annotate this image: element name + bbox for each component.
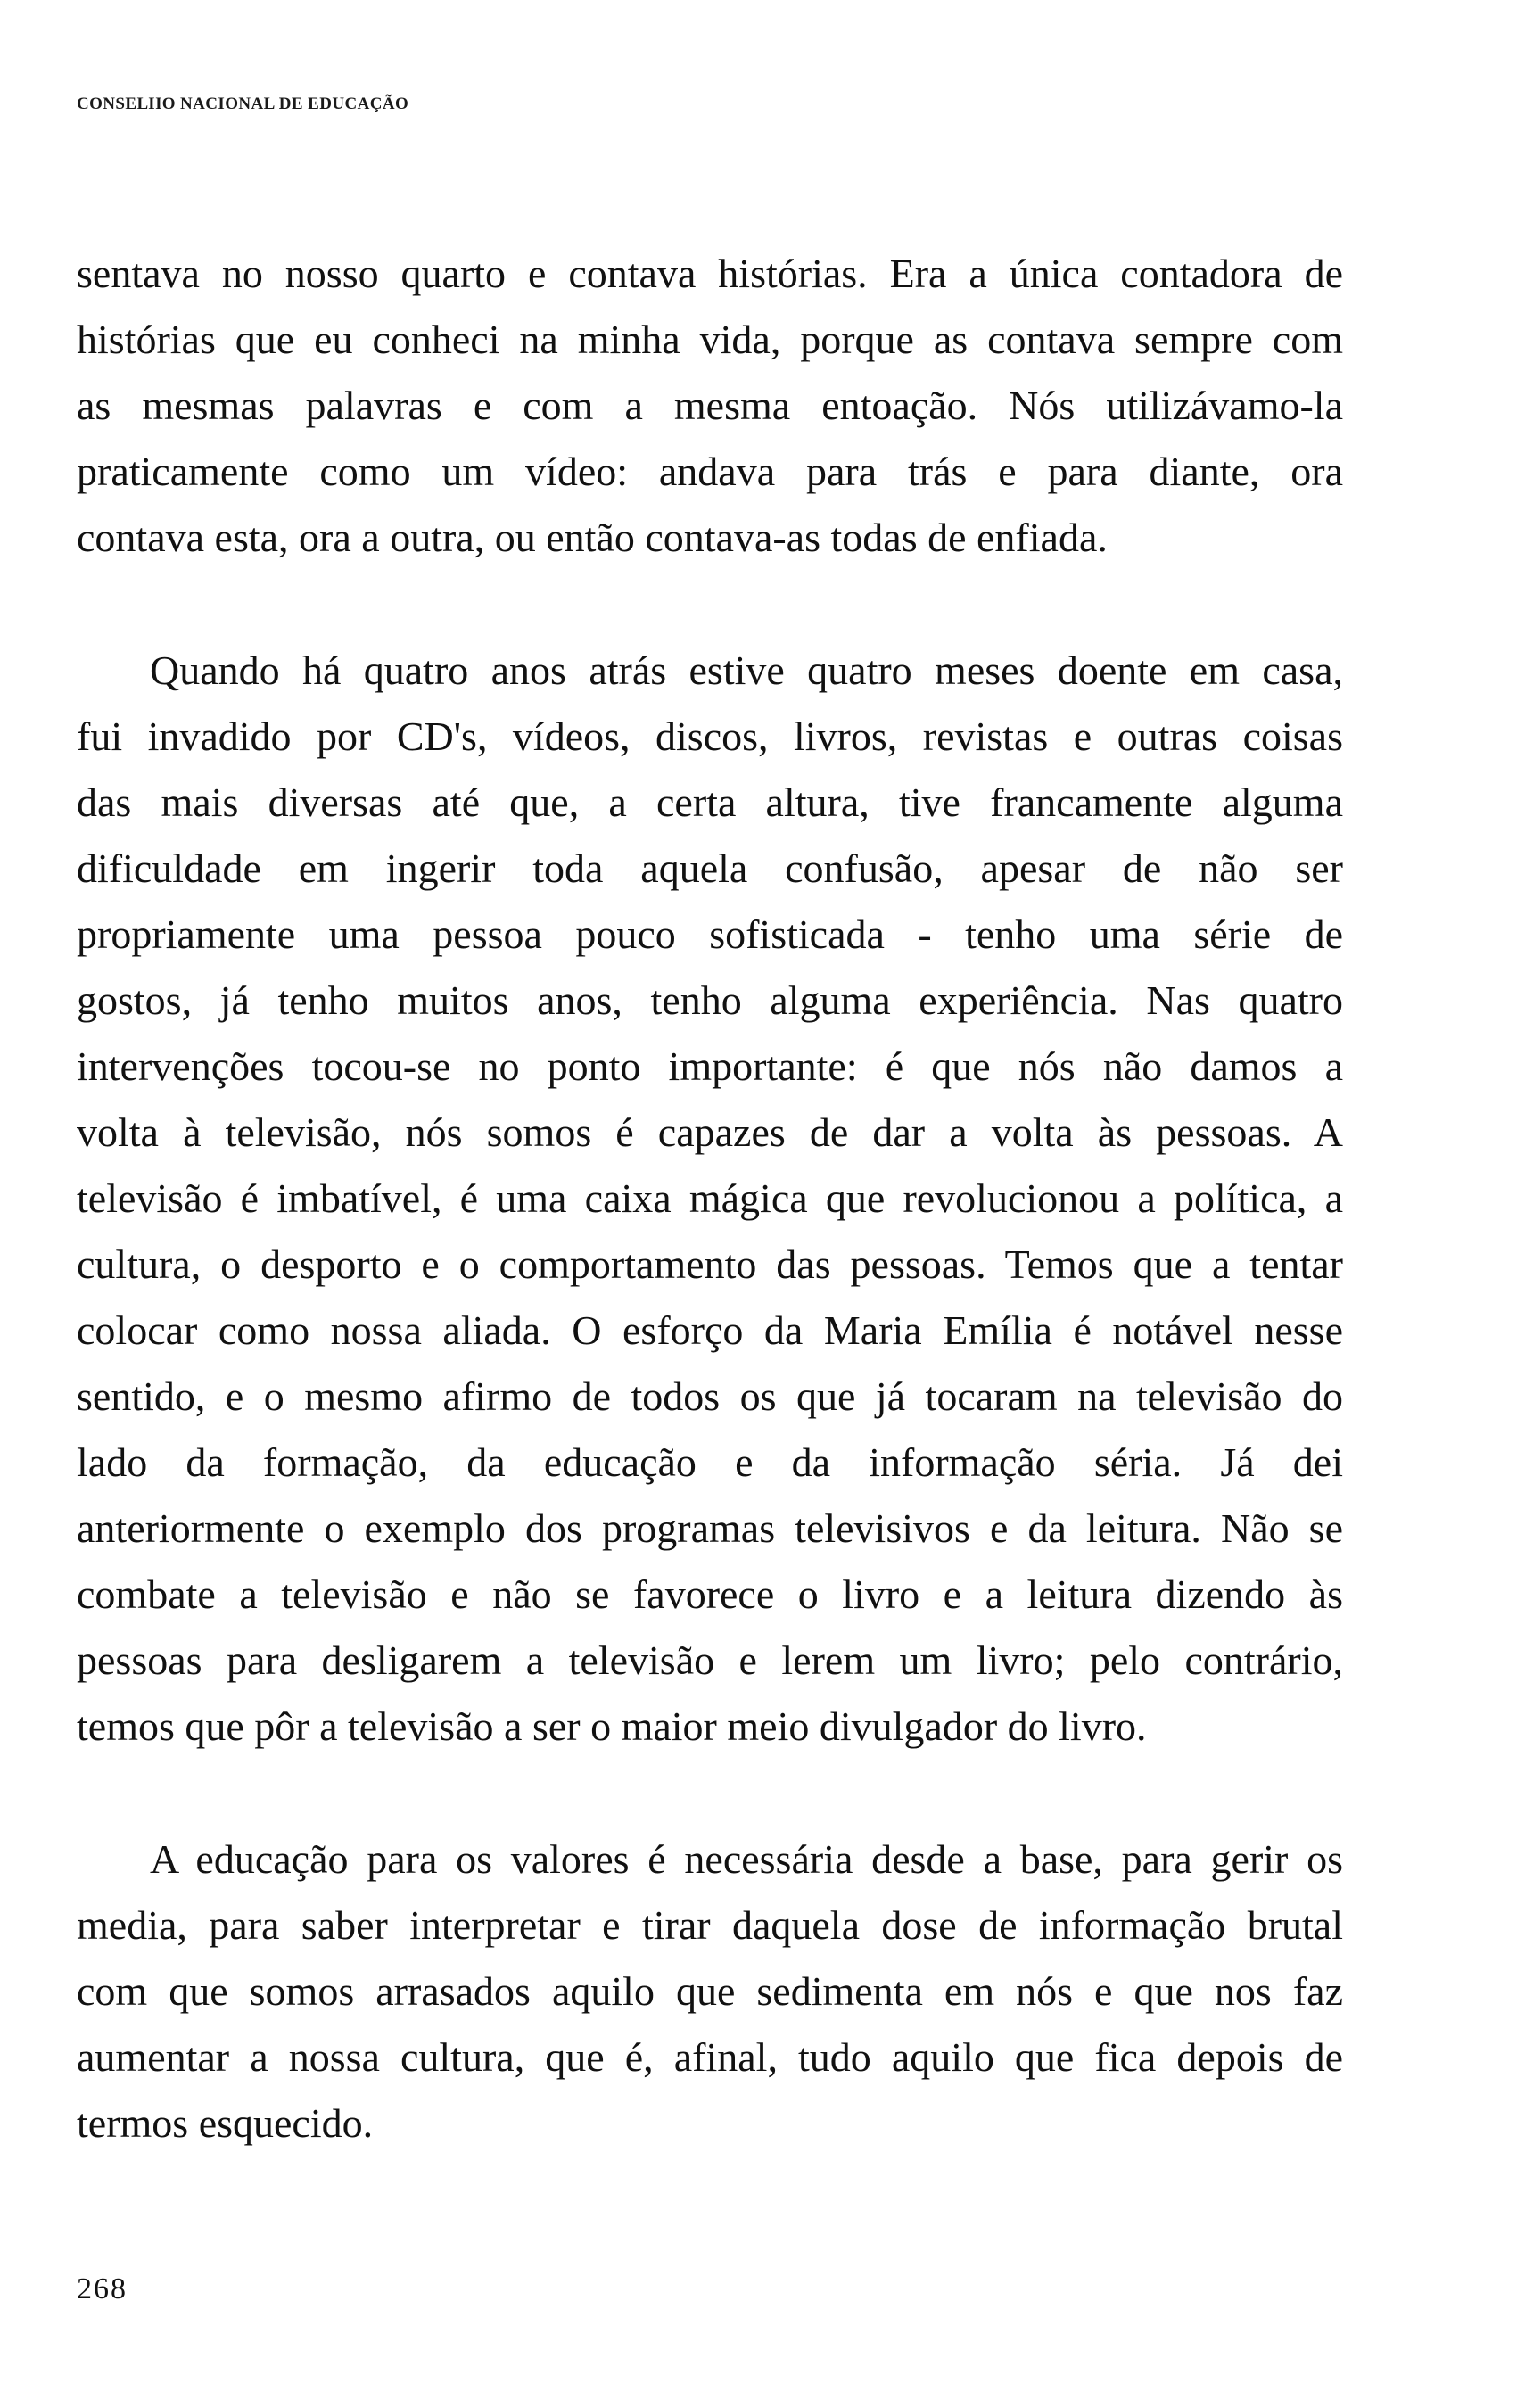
text-line: cultura, o desporto e o comportamento das pessoas. Temos que a tentar [77,1241,1343,1287]
text-line: sentava no nosso quarto e contava histórias. Era a única contadora de [77,251,1343,296]
text-line: termos esquecido. [77,2100,374,2146]
text-line: as mesmas palavras e com a mesma entoação. Nós utilizávamo-la [77,383,1343,428]
text-line: gostos, já tenho muitos anos, tenho alguma experiência. Nas quatro [77,977,1343,1023]
text-line: sentido, e o mesmo afirmo de todos os que já tocaram na televisão do [77,1373,1343,1419]
text-line: propriamente uma pessoa pouco sofisticada - tenho uma série de [77,911,1343,957]
text-line: lado da formação, da educação e da informação séria. Já dei [77,1439,1343,1485]
text-line: anteriormente o exemplo dos programas televisivos e da leitura. Não se [77,1505,1343,1551]
text-line: fui invadido por CD's, vídeos, discos, livros, revistas e outras coisas [77,713,1343,759]
text-line: combate a televisão e não se favorece o livro e a leitura dizendo às [77,1571,1343,1617]
text-line: contava esta, ora a outra, ou então contava-as todas de enfiada. [77,515,1108,560]
page-body [77,241,1343,2156]
text-line: dificuldade em ingerir toda aquela confusão, apesar de não ser [77,845,1343,891]
text-line: pessoas para desligarem a televisão e lerem um livro; pelo contrário, [77,1637,1343,1683]
text-line: televisão é imbatível, é uma caixa mágica que revolucionou a política, a [77,1175,1343,1221]
text-line: volta à televisão, nós somos é capazes de dar a volta às pessoas. A [77,1109,1343,1155]
text-line: intervenções tocou-se no ponto importante: é que nós não damos a [77,1043,1343,1089]
paragraph-3 [77,1827,1343,2156]
text-line: A educação para os valores é necessária desde a base, para gerir os [150,1836,1343,1882]
text-line: histórias que eu conheci na minha vida, porque as contava sempre com [77,317,1343,362]
text-line: praticamente como um vídeo: andava para trás e para diante, ora [77,449,1343,494]
paragraph-2 [77,638,1343,1760]
text-line: colocar como nossa aliada. O esforço da Maria Emília é notável nesse [77,1307,1343,1353]
text-line: media, para saber interpretar e tirar daquela dose de informação brutal [77,1902,1343,1948]
page-number: 268 [77,2272,128,2305]
text-line: temos que pôr a televisão a ser o maior meio divulgador do livro. [77,1703,1147,1749]
text-line: com que somos arrasados aquilo que sedimenta em nós e que nos faz [77,1968,1343,2014]
text-line: Quando há quatro anos atrás estive quatro meses doente em casa, [150,647,1343,693]
paragraph-1 [77,241,1343,571]
running-header: CONSELHO NACIONAL DE EDUCAÇÃO [77,95,409,113]
text-line: das mais diversas até que, a certa altura, tive francamente alguma [77,779,1343,825]
text-line: aumentar a nossa cultura, que é, afinal, tudo aquilo que fica depois de [77,2034,1343,2080]
